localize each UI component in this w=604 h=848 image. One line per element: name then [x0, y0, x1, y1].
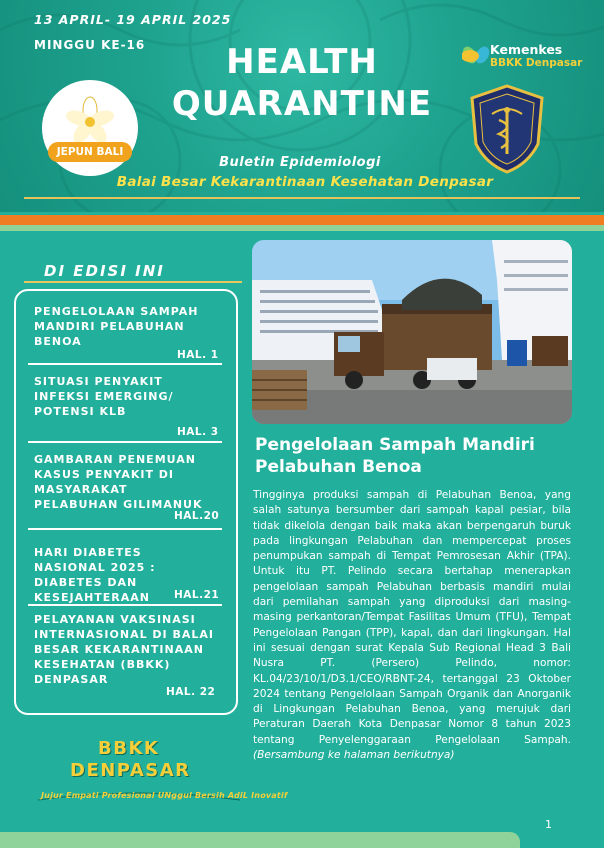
jepun-bali-logo [42, 80, 138, 176]
toc-item-title: SITUASI PENYAKIT INFEKSI EMERGING/ POTENSI KLB [34, 375, 174, 418]
toc-item-page: HAL. 1 [177, 349, 219, 361]
toc-item-page: HAL.20 [174, 510, 220, 522]
article-continued: (Bersambung ke halaman berikutnya) [253, 749, 455, 762]
toc-item-5[interactable] [34, 612, 224, 687]
article-title: Pengelolaan Sampah Mandiri Pelabuhan Benoa [255, 435, 535, 477]
bottom-band [0, 832, 520, 848]
brand-motto: Jujur Empati Profesional UNggul Bersih AdiL Inovatif [41, 791, 288, 800]
toc-item-3[interactable] [34, 452, 224, 512]
toc-heading-underline [24, 281, 242, 283]
kemenkes-sub: BBKK Denpasar [490, 57, 583, 69]
toc-heading: DI EDISI INI [44, 262, 165, 280]
issue-date: 13 APRIL- 19 APRIL 2025 [34, 12, 232, 27]
toc-item-page: HAL.21 [174, 589, 220, 601]
harbor-photo [252, 240, 572, 424]
article-body [253, 488, 571, 763]
page-number: 1 [545, 818, 552, 831]
toc-item-title: PELAYANAN VAKSINASI INTERNASIONAL DI BALAI BESAR KEKARANTINAAN KESEHATAN (BBKK) DENPASAR [34, 613, 214, 686]
toc-divider [28, 604, 222, 606]
toc-item-1[interactable] [34, 304, 224, 349]
toc-divider [28, 528, 222, 530]
orange-band [0, 215, 604, 225]
article-text: Tingginya produksi sampah di Pelabuhan Benoa, yang salah satunya bersumber dari sampah kapal pesiar, bila tidak dikelola dengan baik maka akan berpengaruh buruk pada lingkungan Pelabuhan dan mempercepat proses penumpukan sampah di Tempat Pemrosesan Akhir (TPA). Untuk itu PT. Pelindo secara bertahap menerapkan pengelolaan sampah Pelabuhan berbasis mandiri mulai dari pemilahan sampah yang diproduksi dari masing-masing perkantoran/Tempat Fasilitas Umum (TFU), Tempat Pengelolaan Pangan (TPP), kapal, dan dari lingkungan. Hal ini sesuai dengan surat Kepala Sub Regional Head 3 Bali Nusra PT. (Persero) Pelindo, nomor: KL.04/23/10/1/D3.1/CEO/RBNT-24, tertanggal 23 Oktober 2024 tentang Pengelolaan Sampah Organik dan Anorganik di Lingkungan Pelabuhan Benoa, yang merujuk dari Peraturan Daerah Kota Denpasar Nomor 8 tahun 2023 tentang Penyelenggaraan Pengelolaan Sampah. [253, 489, 571, 746]
brand-denpasar: DENPASAR [70, 760, 191, 781]
toc-divider [28, 363, 222, 365]
karantina-badge-icon [468, 84, 546, 174]
kemenkes-name: Kemenkes [490, 42, 563, 57]
issue-week: MINGGU KE-16 [34, 38, 146, 52]
bulletin-subtitle: Buletin Epidemiologi [219, 155, 381, 170]
jepun-ribbon [48, 142, 132, 162]
green-band [0, 225, 604, 231]
toc-item-title: GAMBARAN PENEMUAN KASUS PENYAKIT DI MASYARAKAT PELABUHAN GILIMANUK [34, 453, 203, 511]
toc-item-title: PENGELOLAAN SAMPAH MANDIRI PELABUHAN BENOA [34, 305, 199, 348]
header-banner [0, 0, 604, 212]
toc-item-title: HARI DIABETES NASIONAL 2025 : DIABETES DAN KESEJAHTERAAN [34, 546, 156, 604]
header-divider [24, 197, 580, 199]
toc-item-2[interactable] [34, 374, 224, 419]
kemenkes-leaf-icon [462, 44, 492, 66]
institution-name: Balai Besar Kekarantinaan Kesehatan Denpasar [116, 174, 494, 190]
toc-item-page: HAL. 3 [177, 426, 219, 438]
brand-bbkk: BBKK [98, 738, 160, 759]
harbor-truck-photo-icon [252, 240, 572, 424]
jepun-label: JEPUN BALI [56, 146, 124, 158]
toc-item-page: HAL. 22 [166, 686, 216, 698]
toc-divider [28, 441, 222, 443]
title-quarantine: QUARANTINE [171, 84, 433, 124]
title-health: HEALTH [226, 42, 378, 82]
